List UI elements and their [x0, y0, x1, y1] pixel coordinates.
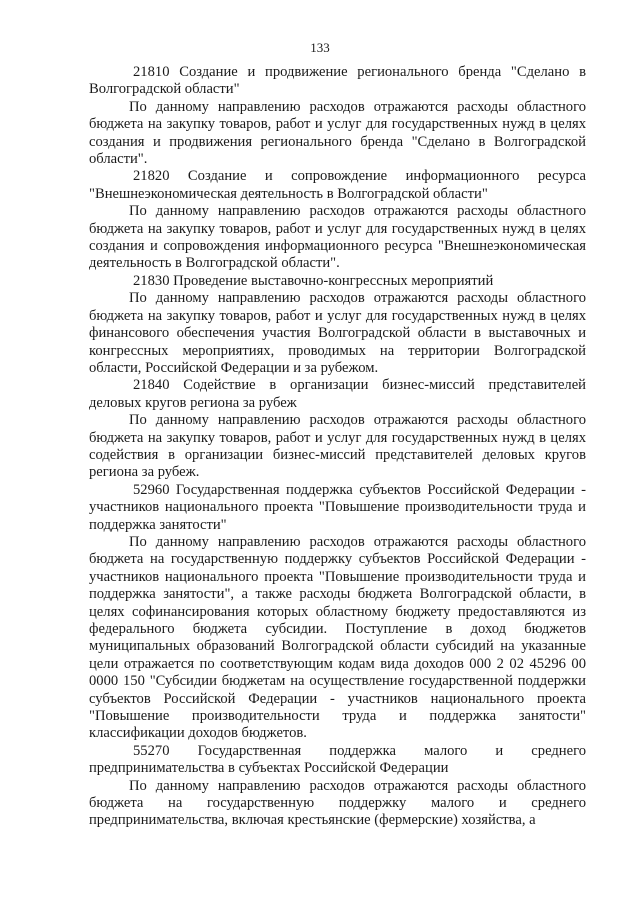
page-number: 133 [310, 40, 330, 55]
entry-heading-21810: 21810 Создание и продвижение регионального бренда "Сделано в Волгоградской области" [89, 64, 586, 98]
entry-heading-21830: 21830 Проведение выставочно-конгрессных мероприятий [133, 272, 494, 289]
entry-description-21810: По данному направлению расходов отражаются расходы областного бюджета на закупку товаров, работ и услуг для государственных нужд в целях создания и продвижения регионального бренда "Сделано в Волгоградской области". [89, 98, 586, 168]
entry-heading-21840: 21840 Содействие в организации бизнес-миссий представителей деловых кругов региона за рубеж [89, 377, 586, 411]
entry-description-21830: По данному направлению расходов отражаются расходы областного бюджета на закупку товаров, работ и услуг для государственных нужд в целях финансового обеспечения участия Волгоградской области в выставочных и конгрессных мероприятиях, проводимых на территории Волгоградской области, Российской Федерации и за рубежом. [89, 290, 586, 376]
document-body [89, 64, 586, 830]
entry-heading-55270: 55270 Государственная поддержка малого и среднего предпринимательства в субъектах Российской Федерации [89, 742, 586, 777]
entry-description-55270: По данному направлению расходов отражаются расходы областного бюджета на государственную поддержку малого и среднего предпринимательства, включая крестьянские (фермерские) хозяйства, а [89, 777, 586, 829]
entry-heading-52960: 52960 Государственная поддержка субъектов Российской Федерации - участников национального проекта "Повышение производительности труда и поддержка занятости" [89, 481, 586, 533]
entry-heading-21820: 21820 Создание и сопровождение информационного ресурса "Внешнеэкономическая деятельность в Волгоградской области" [89, 168, 586, 202]
entry-description-21840: По данному направлению расходов отражаются расходы областного бюджета на закупку товаров, работ и услуг для государственных нужд в целях содействия в организации бизнес-миссий представителей деловых кругов региона за рубеж. [89, 412, 586, 481]
entry-description-21820: По данному направлению расходов отражаются расходы областного бюджета на закупку товаров, работ и услуг для государственных нужд в целях создания и сопровождения информационного ресурса "Внешнеэкономическая деятельность в Волгоградской области". [89, 203, 586, 272]
entry-description-52960: По данному направлению расходов отражаются расходы областного бюджета на государственную поддержку субъектов Российской Федерации - участников национального проекта "Повышение производительности труда и поддержка занятости", а также расходы бюджета Волгоградской области, в целях софинансирования которых областному бюджету предоставляются из федерального бюджета субсидии. Поступление в доход бюджетов муниципальных образований Волгоградской области субсидий на указанные цели отражается по соответствующим кодам вида доходов 000 2 02 45296 00 0000 150 "Субсидии бюджетам на осуществление государственной поддержки субъектов Российской Федерации - участников национального проекта "Повышение производительности труда и поддержка занятости" классификации доходов бюджетов. [89, 533, 586, 742]
